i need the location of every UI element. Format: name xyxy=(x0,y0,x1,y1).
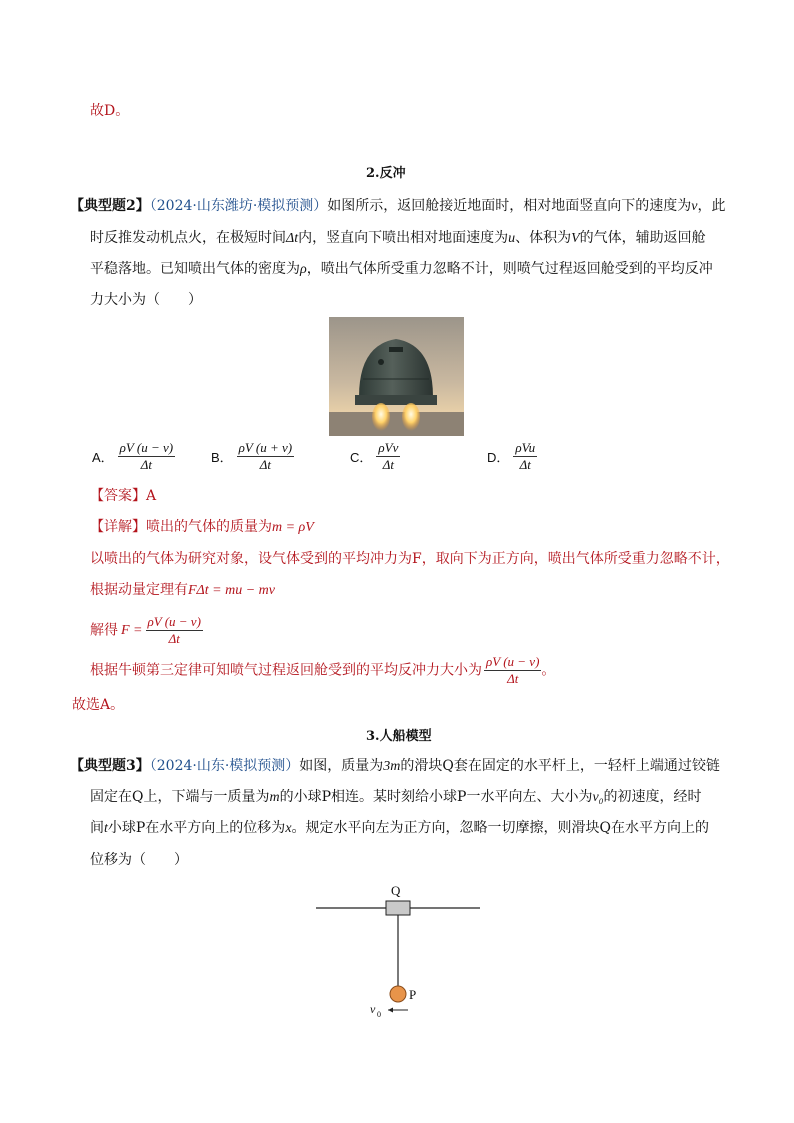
option-d-numerator: ρVu xyxy=(515,440,536,455)
detail-line-2: 以喷出的气体为研究对象，设气体受到的平均冲力为F，取向下为正方向，喷出气体所受重力忽略不计， xyxy=(90,551,730,567)
detail-text: 根据牛顿第三定律可知喷气过程返回舱受到的平均反冲力大小为 xyxy=(90,662,482,679)
q2-text: 如图所示，返回舱接近地面时，相对地面竖直向下的速度为 xyxy=(327,198,692,214)
section-heading-person-boat: 3.人船模型 xyxy=(366,729,432,744)
detail-tag: 【详解】 xyxy=(90,519,146,535)
var-3m: 3m xyxy=(383,759,401,774)
solve-denominator: Δt xyxy=(168,631,180,646)
option-a[interactable] xyxy=(92,440,175,473)
detail-line-4 xyxy=(90,614,203,647)
reaction-numerator: ρV (u − v) xyxy=(486,654,540,669)
q2-text: 、体积为 xyxy=(515,230,572,246)
option-d-label: D． xyxy=(487,450,510,465)
q2-text: ，此 xyxy=(697,198,726,214)
q2-text: 平稳落地。已知喷出气体的密度为 xyxy=(90,261,300,277)
detail-line-1 xyxy=(90,517,314,538)
reentry-capsule-image xyxy=(329,317,464,436)
q3-line-2 xyxy=(90,787,702,808)
q3-text: 如图，质量为 xyxy=(299,758,384,774)
q3-line-4: 位移为（ ） xyxy=(90,852,188,868)
detail-text: 喷出的气体的质量为 xyxy=(146,519,272,535)
ball-p xyxy=(390,986,406,1002)
var-v0: v₀ xyxy=(592,790,604,805)
label-v0: v xyxy=(370,1002,376,1016)
q3-text: 间 xyxy=(90,820,104,836)
q2-text: ，喷出气体所受重力忽略不计，则喷气过程返回舱受到的平均反冲 xyxy=(306,261,713,277)
detail-text: 根据动量定理有 xyxy=(90,582,188,598)
q2-text: 时反推发动机点火，在极短时间 xyxy=(90,230,286,246)
reaction-denominator: Δt xyxy=(507,671,519,686)
var-rho: ρ xyxy=(300,262,307,277)
label-v0-subscript: 0 xyxy=(377,1010,381,1019)
q3-text: 的初速度，经时 xyxy=(603,789,702,805)
option-c-denominator: Δt xyxy=(382,457,394,472)
q2-source: （2024·山东潍坊·模拟预测） xyxy=(149,198,328,214)
previous-answer: 故D。 xyxy=(90,103,130,119)
q3-text: 小球P在水平方向上的位移为 xyxy=(107,820,286,836)
answer-tag: 【答案】 xyxy=(90,488,146,504)
solve-lhs: F = xyxy=(121,622,143,638)
var-dt: Δt xyxy=(286,231,299,246)
q3-tag: 【典型题3】 xyxy=(70,758,150,774)
q3-text: 固定在Q上，下端与一质量为 xyxy=(90,789,270,805)
var-m: m xyxy=(269,790,280,805)
option-c-label: C． xyxy=(350,450,373,465)
var-V: V xyxy=(571,231,580,246)
section-heading-recoil: 2.反冲 xyxy=(366,166,406,181)
q3-text: 的滑块Q套在固定的水平杆上，一轻杆上端通过铰链 xyxy=(400,758,720,774)
q2-line-2 xyxy=(90,228,706,249)
slider-pendulum-diagram xyxy=(312,876,484,1022)
var-v: v xyxy=(691,199,698,214)
solve-numerator: ρV (u − v) xyxy=(147,614,201,629)
option-d[interactable] xyxy=(487,440,537,473)
option-b-denominator: Δt xyxy=(259,457,271,472)
var-u: u xyxy=(508,231,516,246)
option-a-label: A． xyxy=(92,450,114,465)
answer-line xyxy=(90,486,156,506)
q2-line-3 xyxy=(90,259,713,280)
q2-text: 内，竖直向下喷出相对地面速度为 xyxy=(298,230,509,246)
slider-q xyxy=(386,901,410,915)
q2-line-4: 力大小为（ ） xyxy=(90,292,202,308)
mass-equation: m = ρV xyxy=(272,520,314,535)
q2-tag: 【典型题2】 xyxy=(70,198,150,214)
option-a-denominator: Δt xyxy=(140,457,152,472)
option-c[interactable] xyxy=(350,440,400,473)
var-t: t xyxy=(104,821,108,836)
q2-line-1 xyxy=(70,196,726,217)
label-p: P xyxy=(409,987,417,1002)
detail-line-5 xyxy=(90,654,555,687)
option-b[interactable] xyxy=(211,440,294,473)
label-q: Q xyxy=(391,883,401,898)
final-answer: 故选A。 xyxy=(72,697,125,713)
q3-source: （2024·山东·模拟预测） xyxy=(149,758,300,774)
q3-line-3 xyxy=(90,818,709,839)
q3-line-1 xyxy=(70,756,720,777)
detail-text: 解得 xyxy=(90,622,118,639)
option-d-denominator: Δt xyxy=(519,457,531,472)
option-b-numerator: ρV (u + v) xyxy=(238,440,293,455)
detail-line-3 xyxy=(90,580,275,601)
q3-text: 的小球P相连。某时刻给小球P一水平向左、大小为 xyxy=(279,789,593,805)
option-b-label: B． xyxy=(211,450,233,465)
answer-value: A xyxy=(146,488,157,504)
detail-text: 。 xyxy=(541,662,556,679)
velocity-arrowhead xyxy=(388,1008,393,1013)
option-c-numerator: ρVv xyxy=(378,440,399,455)
momentum-equation: FΔt = mu − mv xyxy=(188,583,275,598)
var-x: x xyxy=(285,821,292,836)
q3-text: 。规定水平向左为正方向，忽略一切摩擦，则滑块Q在水平方向上的 xyxy=(291,820,710,836)
option-a-numerator: ρV (u − v) xyxy=(119,440,174,455)
q2-text: 的气体，辅助返回舱 xyxy=(579,230,706,246)
